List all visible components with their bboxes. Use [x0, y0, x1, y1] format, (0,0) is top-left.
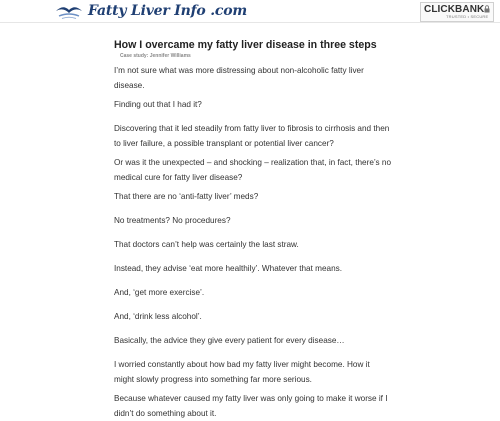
clickbank-badge[interactable] — [420, 2, 494, 22]
article-paragraph: Or was it the unexpected – and shocking – realization that, in fact, there’s no medical cure for fatty liver disease? — [114, 158, 392, 182]
article-paragraph: Finding out that I had it? — [114, 100, 202, 109]
logo-text: Fatty Liver Info .com — [88, 3, 247, 19]
article-paragraph: Because whatever caused my fatty liver was only going to make it worse if I didn’t do something about it. — [114, 394, 388, 418]
article-paragraph: That doctors can’t help was certainly the last straw. — [114, 240, 299, 249]
clickbank-tagline: TRUSTED • SECURE — [446, 14, 489, 19]
article-paragraph: Discovering that it led steadily from fatty liver to fibrosis to cirrhosis and then to liver failure, a possible transplant or potential liver cancer? — [114, 124, 390, 148]
site-logo[interactable] — [54, 1, 247, 21]
article-paragraph: That there are no ‘anti-fatty liver’ meds? — [114, 192, 259, 201]
clickbank-name: CLICKBANK — [424, 4, 485, 15]
top-bar — [0, 0, 500, 23]
article-byline: Case study: Jennifer Williams — [120, 53, 191, 59]
article-paragraph: No treatments? No procedures? — [114, 216, 231, 225]
article — [114, 38, 392, 418]
article-paragraph: I worried constantly about how bad my fatty liver might become. How it might slowly progress into something far more serious. — [114, 360, 370, 384]
article-paragraph: And, ‘drink less alcohol’. — [114, 312, 202, 321]
lock-icon — [484, 5, 490, 13]
article-paragraph: And, ‘get more exercise’. — [114, 288, 205, 297]
seagull-logo-icon — [54, 2, 84, 20]
article-paragraph: I’m not sure what was more distressing about non-alcoholic fatty liver disease. — [114, 66, 364, 90]
article-title: How I overcame my fatty liver disease in three steps — [114, 39, 377, 51]
article-paragraph: Instead, they advise ‘eat more healthily’. Whatever that means. — [114, 264, 343, 273]
article-paragraph: Basically, the advice they give every patient for every disease… — [114, 336, 345, 345]
